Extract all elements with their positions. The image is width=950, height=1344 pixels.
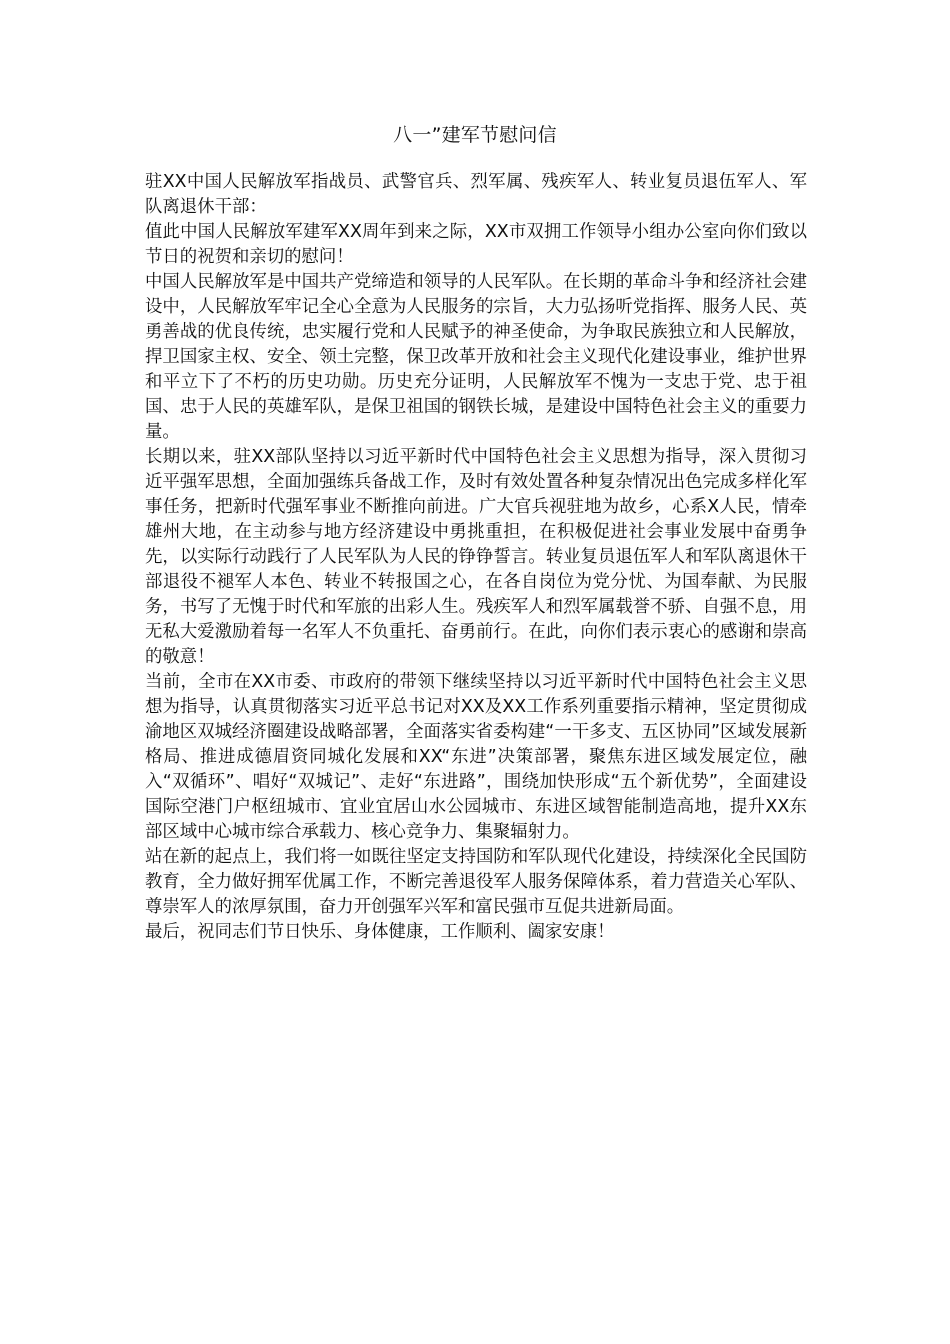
closing-paragraph: 最后，祝同志们节日快乐、身体健康，工作顺利、阖家安康！ — [145, 922, 615, 942]
document-title: 八一”建军节慰问信 — [393, 124, 557, 146]
document-body — [145, 170, 807, 945]
body-paragraph: 当前，全市在XX市委、市政府的带领下继续坚持以习近平新时代中国特色社会主义思想为指导，认真贯彻落实习近平总书记对XX及XX工作系列重要指示精神，坚定贯彻成渝地区双城经济圈建设战略部署，全面落实省委构建“一干多支、五区协同”区域发展新格局、推进成德眉资同城化发展和XX“东进”决策部署，聚焦东进区域发展定位，融入“双循环”、唱好“双城记”、走好“东进路”，围绕加快形成“五个新优势”，全面建设国际空港门户枢纽城市、宜业宜居山水公园城市、东进区域智能制造高地，提升XX东部区域中心城市综合承载力、核心竞争力、集聚辐射力。 — [145, 672, 807, 842]
greeting-paragraph: 值此中国人民解放军建军XX周年到来之际，XX市双拥工作领导小组办公室向你们致以节日的祝贺和亲切的慰问！ — [145, 222, 807, 267]
body-paragraph: 站在新的起点上，我们将一如既往坚定支持国防和军队现代化建设，持续深化全民国防教育，全力做好拥军优属工作，不断完善退役军人服务保障体系，着力营造关心军队、尊崇军人的浓厚氛围，奋力开创强军兴军和富民强市互促共进新局面。 — [145, 847, 807, 917]
body-paragraph: 中国人民解放军是中国共产党缔造和领导的人民军队。在长期的革命斗争和经济社会建设中，人民解放军牢记全心全意为人民服务的宗旨，大力弘扬听党指挥、服务人民、英勇善战的优良传统，忠实履行党和人民赋予的神圣使命，为争取民族独立和人民解放，捍卫国家主权、安全、领土完整，保卫改革开放和社会主义现代化建设事业，维护世界和平立下了不朽的历史功勋。历史充分证明，人民解放军不愧为一支忠于党、忠于祖国、忠于人民的英雄军队，是保卫祖国的钢铁长城，是建设中国特色社会主义的重要力量。 — [145, 272, 807, 442]
salutation-paragraph: 驻XX中国人民解放军指战员、武警官兵、烈军属、残疾军人、转业复员退伍军人、军队离退休干部： — [145, 172, 807, 217]
body-paragraph: 长期以来，驻XX部队坚持以习近平新时代中国特色社会主义思想为指导，深入贯彻习近平强军思想，全面加强练兵备战工作，及时有效处置各种复杂情况出色完成多样化军事任务，把新时代强军事业不断推向前进。广大官兵视驻地为故乡，心系X人民，情牵雄州大地，在主动参与地方经济建设中勇挑重担，在积极促进社会事业发展中奋勇争先，以实际行动践行了人民军队为人民的铮铮誓言。转业复员退伍军人和军队离退休干部退役不褪军人本色、转业不转报国之心，在各自岗位为党分忧、为国奉献、为民服务，书写了无愧于时代和军旅的出彩人生。残疾军人和烈军属载誉不骄、自强不息，用无私大爱激励着每一名军人不负重托、奋勇前行。在此，向你们表示衷心的感谢和崇高的敬意！ — [145, 447, 807, 667]
